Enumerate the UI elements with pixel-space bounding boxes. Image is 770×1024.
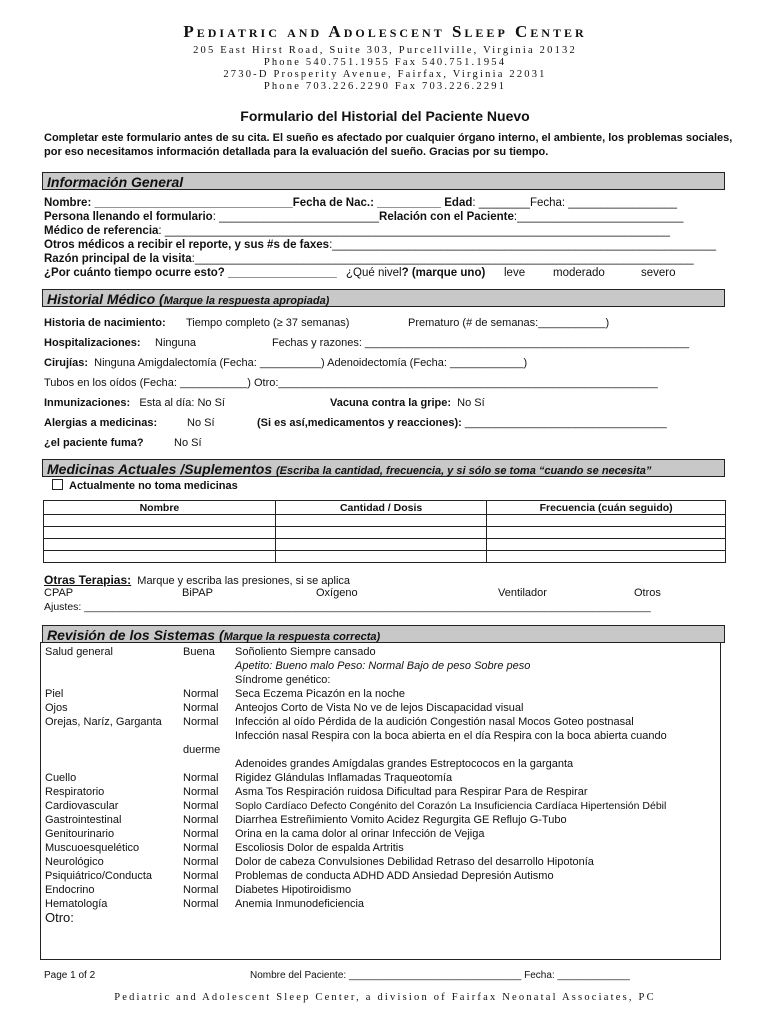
option-tiempo-completo[interactable]: Tiempo completo (≥ 37 semanas): [186, 317, 350, 329]
phone-purcellville: Phone 540.751.1955 Fax 540.751.1954: [263, 57, 507, 68]
medicines-header-row: [44, 501, 726, 515]
therapy-otros[interactable]: Otros: [634, 587, 661, 599]
fuma-options[interactable]: No Sí: [174, 437, 202, 449]
persona-field: : _________________________: [212, 211, 380, 223]
ros-heading-sub: Marque la respuesta correcta): [223, 631, 381, 643]
medical-heading: Historial Médico (: [47, 291, 164, 307]
section-general-info: [42, 172, 725, 190]
persona-label: Persona llenando el formulario: [44, 211, 213, 223]
medical-heading-sub: Marque la respuesta apropiada): [163, 295, 330, 307]
table-row[interactable]: [44, 539, 726, 551]
ros-table: Salud general Buena Soñoliento Siempre cansado Apetito: Bueno malo Peso: Normal Bajo de peso Sobre peso Síndrome genético: Piel Normal Seca Eczema Picazón en la noche Ojos Normal Anteojos Corto de Vista No ve de lejos Discapacidad visual Orejas, Naríz, Garganta Normal Infección al oído Pérdida de la audición Congestión nasal Mocos Goteo postnasal Infección nasal Respira con la boca abierta en el día Respira con la boca abierta cuando duerme Adenoides grandes Amígdalas grandes Estreptococos en la garganta Cuello Normal Rigidez Glándulas Inflamadas Traqueotomía Respiratorio Normal Asma Tos Respiración ruidosa Dificultad para Respirar Para de Respirar Cardiovascular Normal Soplo Cardíaco Defecto Congénito del Corazón La Insuficiencia Cardíaca Hipertensión Débil Gastrointestinal Normal Diarrhea Estreñimiento Vomito Acidez Regurgita GE Reflujo G-Tubo Genitourinario Normal Orina en la cama dolor al orinar Infección de Vejiga Muscuoesquelético Normal Escoliosis Dolor de espalda Artritis Neurológico Normal Dolor de cabeza Convulsiones Debilidad Retraso del desarrollo Hipotonía Psiquiátrico/Conducta Normal Problemas de conducta ADHD ADD Ansiedad Depresión Autismo Endocrino Normal Diabetes Hipotiroidismo Hematología Normal Anemia Inmunodeficiencia Otro:: [40, 642, 721, 960]
nacimiento-label: Historia de nacimiento:: [44, 317, 166, 329]
therapy-bipap[interactable]: BiPAP: [182, 587, 213, 599]
medico-label: Médico de referencia: [44, 225, 159, 237]
edad-label: Edad: [444, 197, 473, 209]
footer-patient-field[interactable]: Nombre del Paciente: _______________________________ Fecha: _____________: [250, 970, 630, 981]
fuma-label: ¿el paciente fuma?: [44, 437, 144, 449]
cirugias-label: Cirujías:: [44, 357, 89, 369]
alergias-field: _________________________________: [461, 417, 667, 429]
razon-line[interactable]: [44, 253, 694, 265]
ros-heading: Revisión de los Sistemas (: [47, 627, 224, 643]
table-row[interactable]: [44, 527, 726, 539]
otros-medicos-field: :____________________________________________________________: [329, 239, 717, 251]
col-cantidad: Cantidad / Dosis: [275, 501, 486, 515]
nombre-line[interactable]: [44, 197, 677, 209]
col-nombre: Nombre: [44, 501, 276, 515]
ajustes-field[interactable]: Ajustes: _________________________________________________________________________________________________: [44, 601, 651, 613]
address-fairfax: 2730-D Prosperity Avenue, Fairfax, Virginia 22031: [223, 69, 547, 80]
relacion-label: Relación con el Paciente: [379, 211, 514, 223]
gripe-options: No Sí: [457, 397, 485, 409]
cirugias-options: Ninguna Amigdalectomía (Fecha: __________) Adenoidectomía (Fecha: ____________): [94, 357, 528, 369]
otros-medicos-label: Otros médicos a recibir el reporte, y sus #s de faxes: [44, 239, 330, 251]
phone-fairfax: Phone 703.226.2290 Fax 703.226.2291: [263, 81, 507, 92]
tiempo-line: [44, 267, 337, 279]
option-leve[interactable]: leve: [504, 267, 526, 279]
table-row[interactable]: [44, 515, 726, 527]
gripe-label: Vacuna contra la gripe:: [330, 397, 452, 409]
tiempo-label: ¿Por cuánto tiempo ocurre esto? _________________: [44, 267, 337, 279]
inmunizaciones-line[interactable]: [44, 397, 225, 409]
nombre-field: Nombre: _______________________________Fecha de Nac.: __________: [44, 197, 445, 209]
therapies-instr: Marque y escriba las presiones, si se aplica: [137, 575, 351, 587]
no-medicines-option[interactable]: [52, 479, 238, 492]
therapy-oxigeno[interactable]: Oxígeno: [316, 587, 358, 599]
relacion-field: :__________________________: [513, 211, 684, 223]
center-title: Pediatric and Adolescent Sleep Center: [183, 22, 587, 41]
section-medicines: [42, 459, 725, 477]
medicines-heading: Medicinas Actuales /Suplementos: [47, 461, 273, 477]
medico-line[interactable]: [44, 225, 670, 237]
hosp-label: Hospitalizaciones:: [44, 337, 141, 349]
intro-text: Completar este formulario antes de su cita. El sueño es afectado por cualquier órgano interno, el ambiente, los problemas sociales, por eso necesitamos información detallada para la evaluación del sueño. Gracias por su tiempo.: [44, 132, 733, 158]
medicines-heading-sub: (Escriba la cantidad, frecuencia, y si sólo se toma “cuando se necesita”: [276, 465, 652, 477]
section-general-heading: Información General: [47, 174, 184, 190]
persona-line[interactable]: [44, 211, 683, 223]
edad-field: : ________Fecha: _________________: [472, 197, 678, 209]
checkbox-icon[interactable]: [52, 479, 63, 490]
alergias-si-label: (Si es así,medicamentos y reacciones):: [257, 417, 462, 429]
no-medicines-label: Actualmente no toma medicinas: [69, 480, 238, 492]
option-prematuro[interactable]: Prematuro (# de semanas:___________): [408, 317, 610, 329]
col-frecuencia: Frecuencia (cuán seguido): [487, 501, 726, 515]
page-number: Page 1 of 2: [44, 970, 96, 981]
inmunizaciones-options: Esta al día: No Sí: [139, 397, 225, 409]
therapies-title: Otras Terapias:: [44, 573, 132, 587]
marque-label: ? (marque uno): [401, 267, 486, 279]
razon-label: Razón principal de la visita: [44, 253, 192, 265]
inmunizaciones-label: Inmunizaciones:: [44, 397, 131, 409]
nivel-label: ¿Qué nivel: [346, 267, 402, 279]
section-review-systems: [42, 625, 725, 643]
table-row[interactable]: [44, 551, 726, 563]
medico-field: : _______________________________________________________________________________: [158, 225, 671, 237]
address-purcellville: 205 East Hirst Road, Suite 303, Purcellville, Virginia 20132: [193, 45, 577, 56]
alergias-detail[interactable]: [257, 417, 667, 429]
footer-org: Pediatric and Adolescent Sleep Center, a division of Fairfax Neonatal Associates, PC: [114, 992, 656, 1003]
nivel-line: [346, 267, 485, 279]
hosp-fechas-field[interactable]: Fechas y razones: _____________________________________________________: [272, 337, 690, 349]
therapy-ventilador[interactable]: Ventilador: [498, 587, 547, 599]
section-medical-history: [42, 289, 725, 307]
medicines-table: [43, 500, 726, 563]
alergias-options[interactable]: No Sí: [187, 417, 215, 429]
option-hosp-ninguna[interactable]: Ninguna: [155, 337, 196, 349]
therapies-line: [44, 573, 350, 587]
form-title: Formulario del Historial del Paciente Nuevo: [240, 108, 530, 124]
cirugias-line[interactable]: [44, 357, 527, 369]
option-moderado[interactable]: moderado: [553, 267, 605, 279]
tubos-line[interactable]: Tubos en los oídos (Fecha: ___________) Otro:______________________________________________________________: [44, 377, 658, 389]
option-severo[interactable]: severo: [641, 267, 676, 279]
razon-field: :______________________________________________________________________________: [191, 253, 694, 265]
alergias-label: Alergias a medicinas:: [44, 417, 158, 429]
otros-medicos-line[interactable]: [44, 239, 716, 251]
therapy-cpap[interactable]: CPAP: [44, 587, 74, 599]
gripe-line[interactable]: [330, 397, 485, 409]
